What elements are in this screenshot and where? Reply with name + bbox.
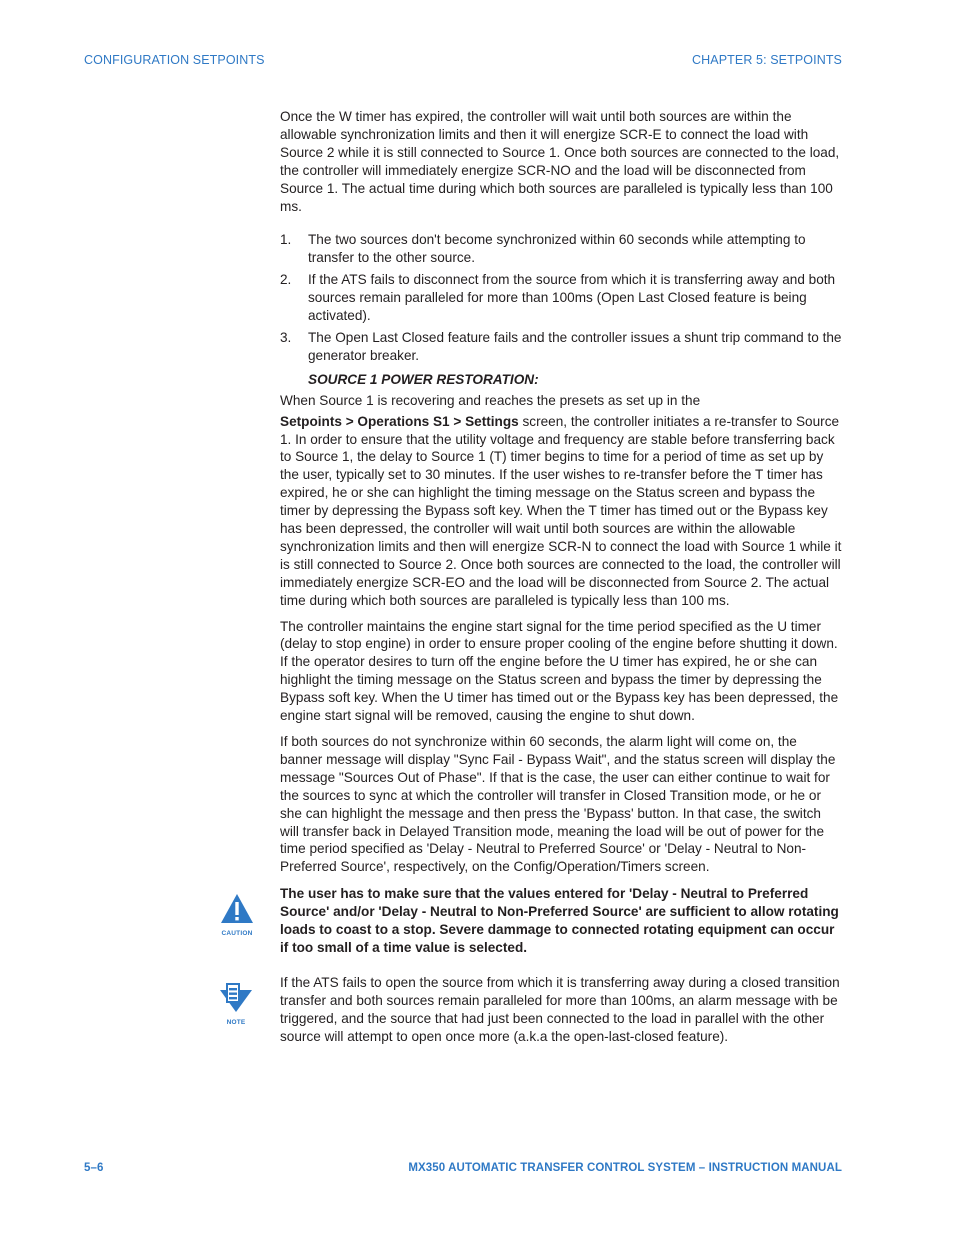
section-subheading: SOURCE 1 POWER RESTORATION: [308, 371, 539, 387]
main-content [280, 108, 842, 884]
paragraph-source1-restoration [280, 413, 842, 610]
list-text: If the ATS fails to disconnect from the source from which it is transferring away and both sources remain paralleled for more than 100ms (Open Last Closed feature is being activated). [308, 272, 836, 324]
note-text: If the ATS fails to open the source from which it is transferring away during a closed transition transfer and both sources remain paralleled for more than 100ms, an alarm message with be triggered, and the source that had just been connected to the load in parallel with the other source will attempt to open once more (a.k.a the open-last-closed feature). [280, 975, 840, 1044]
note-icon-label: NOTE [226, 1019, 246, 1026]
caution-icon [220, 893, 254, 935]
list-number: 1. [280, 232, 292, 248]
header-section-title: CONFIGURATION SETPOINTS [84, 53, 265, 67]
list-text: The Open Last Closed feature fails and the controller issues a shunt trip command to the generator breaker. [308, 329, 842, 363]
list-item [280, 329, 842, 365]
menu-path: Setpoints > Operations S1 > Settings [280, 413, 519, 429]
list-item [280, 231, 842, 267]
paragraph-source1-intro: When Source 1 is recovering and reaches the presets as set up in the [280, 392, 701, 408]
list-text: The two sources don't become synchronized within 60 seconds while attempting to transfer to the other source. [308, 232, 806, 266]
note-flag-icon [218, 982, 254, 1014]
caution-text: The user has to make sure that the values entered for 'Delay - Neutral to Preferred Source' and/or 'Delay - Neutral to Non-Preferred Source' are sufficient to allow rotating loads to coast to a stop. Severe dammage to connected rotating equipment can occur if too small of a time value is selected. [280, 886, 839, 955]
caution-icon-label: CAUTION [221, 930, 253, 937]
warning-triangle-icon [220, 893, 254, 925]
list-item [280, 271, 842, 325]
conditions-list [280, 231, 842, 364]
paragraph-sync-fail: If both sources do not synchronize within 60 seconds, the alarm light will come on, the banner message will display "Sync Fail - Bypass Wait", and the status screen will display the message "Sources Out of Phase". If that is the case, the user can either continue to wait for the sources to sync at which the controller will transfer in Closed Transition mode, or he or she can highlight the message and then press the 'Bypass' button. In that case, the switch will transfer back in Delayed Transition mode, meaning the load will be out of power for the time period specified as 'Delay - Neutral to Preferred Source' or 'Delay - Neutral to Non-Preferred Source', respectively, on the Config/Operation/Timers screen. [280, 734, 836, 875]
header-chapter-title: CHAPTER 5: SETPOINTS [692, 53, 842, 67]
paragraph-text: screen, the controller initiates a re-transfer to Source 1. In order to ensure that the utility voltage and frequency are stable before transferring back to Source 1, the delay to Source 1 (T) timer begins to time for a period of time as set up by the user, typically set to 30 minutes. If the user wishes to re-transfer before the T timer has expired, he or she can highlight the timing message on the Status screen and bypass the timer by depressing the Bypass soft key. When the T timer has timed out or the Bypass key has been depressed, the controller will wait until both sources are within the allowable synchronization limits and then will energize SCR-N to connect the load with Source 1 while it is still connected to Source 2. Once both sources are connected to the load, the controller will immediately energize SCR-EO and the load will be disconnected from Source 2. The actual time during which both sources are paralleled is typically less than 100 ms. [280, 413, 842, 608]
paragraph-engine-start: The controller maintains the engine start signal for the time period specified as the U timer (delay to stop engine) in order to ensure proper cooling of the engine before shutting it down. If the operator desires to turn off the engine before the U timer has expired, he or she can highlight the timing message on the Status screen and bypass the timer by depressing the Bypass soft key. When the U timer has timed out or the Bypass key has been depressed, the engine start signal will be removed, causing the engine to shut down. [280, 618, 839, 724]
paragraph-w-timer: Once the W timer has expired, the controller will wait until both sources are within the allowable synchronization limits and then it will energize SCR-E to connect the load with Source 2 while it is still connected to Source 1. Once both sources are connected to the load, the controller will immediately energize SCR-NO and the load will be disconnected from Source 1. The actual time during which both sources are paralleled is typically less than 100 ms. [280, 109, 840, 214]
list-number: 2. [280, 272, 292, 288]
footer-manual-title: MX350 AUTOMATIC TRANSFER CONTROL SYSTEM – INSTRUCTION MANUAL [408, 1162, 842, 1174]
list-number: 3. [280, 329, 292, 345]
note-icon [218, 982, 254, 1026]
footer-page-number: 5–6 [84, 1162, 104, 1174]
